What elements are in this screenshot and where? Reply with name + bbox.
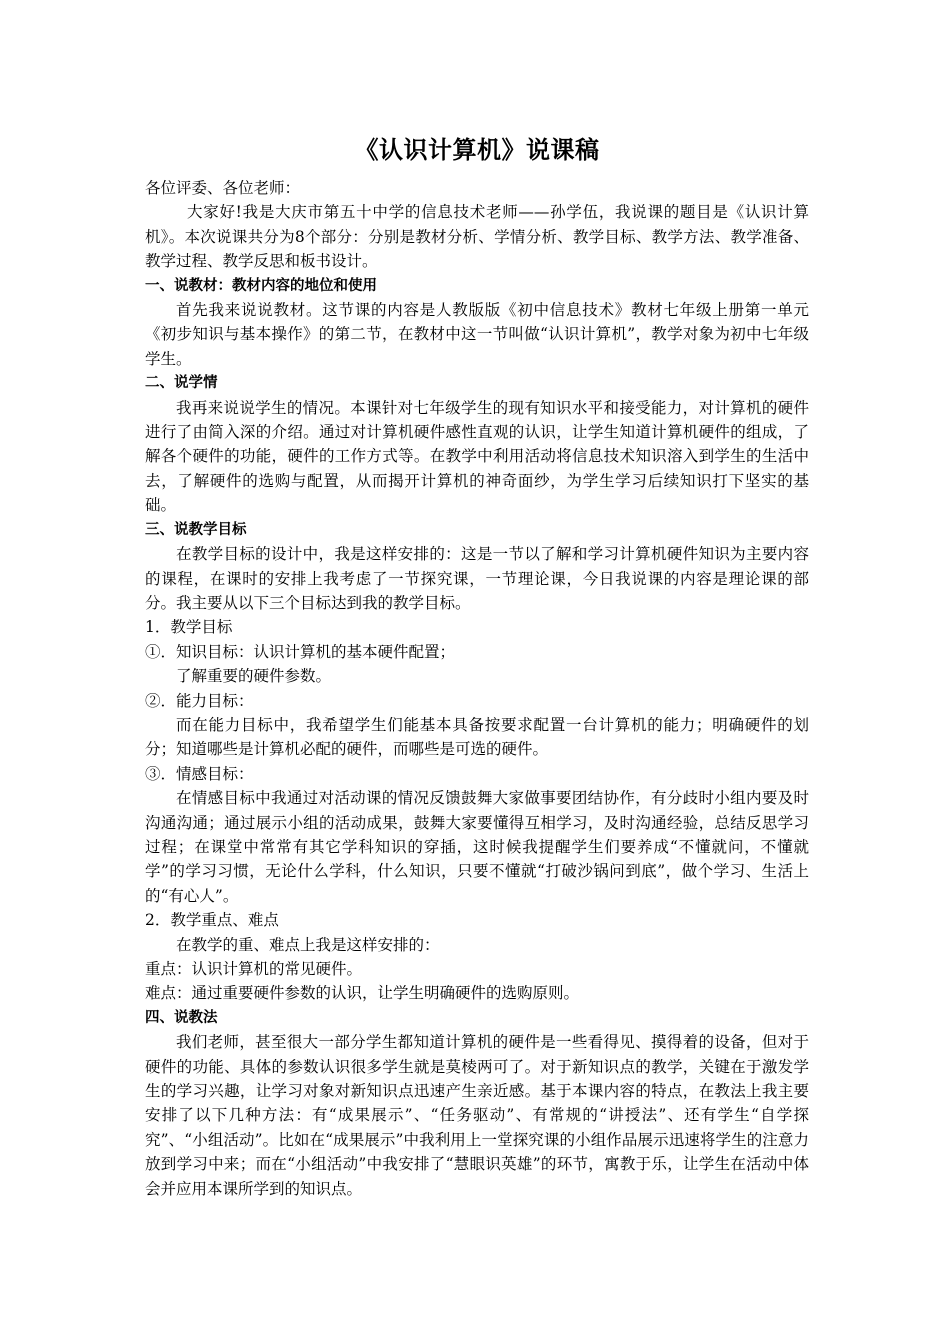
section-2-paragraph: 我再来说说学生的情况。本课针对七年级学生的现有知识水平和接受能力，对计算机的硬件进行了由简入深的介绍。通过对计算机硬件感性直观的认识，让学生知道计算机硬件的组成，了解各个硬件的功能，硬件的工作方式等。在教学中利用活动将信息技术知识溶入到学生的生活中去，了解硬件的选购与配置，从而揭开计算机的神奇面纱，为学生学习后续知识打下坚实的基础。 xyxy=(145,398,809,515)
key-point: 重点：认识计算机的常见硬件。 xyxy=(145,960,363,978)
goal-emotion: ③．情感目标： xyxy=(145,764,254,783)
document-body xyxy=(145,134,809,1201)
section-2-heading: 二、说学情 xyxy=(145,375,218,392)
goal-knowledge-continued: 了解重要的硬件参数。 xyxy=(176,667,332,686)
greeting: 各位评委、各位老师： xyxy=(145,179,301,197)
goal-ability: ②．能力目标： xyxy=(145,691,254,710)
subsection-teaching-goals: 1．教学目标 xyxy=(145,618,233,637)
section-1-heading: 一、说教材：教材内容的地位和使用 xyxy=(145,277,377,294)
difficult-point: 难点：通过重要硬件参数的认识，让学生明确硬件的选购原则。 xyxy=(145,984,580,1003)
goal-ability-paragraph: 而在能力目标中，我希望学生们能基本具备按要求配置一台计算机的能力；明确硬件的划分；知道哪些是计算机必配的硬件，而哪些是可选的硬件。 xyxy=(145,715,809,759)
section-1-paragraph: 首先我来说说教材。这节课的内容是人教版版《初中信息技术》教材七年级上册第一单元《初步知识与基本操作》的第二节，在教材中这一节叫做“认识计算机”，教学对象为初中七年级学生。 xyxy=(145,301,809,368)
section-3-heading: 三、说教学目标 xyxy=(145,521,247,538)
subsection-key-points: 2．教学重点、难点 xyxy=(145,911,279,930)
page-title: 《认识计算机》说课稿 xyxy=(354,135,600,164)
goal-emotion-paragraph: 在情感目标中我通过对活动课的情况反馈鼓舞大家做事要团结协作，有分歧时小组内要及时沟通沟通；通过展示小组的活动成果，鼓舞大家要懂得互相学习，及时沟通经验，总结反思学习过程；在课堂中常常有其它学科知识的穿插，这时候我提醒学生们要养成“不懂就问，不懂就学”的学习习惯，无论什么学科，什么知识，只要不懂就“打破沙锅问到底”，做个学习、生活上的“有心人”。 xyxy=(145,789,809,905)
key-points-intro: 在教学的重、难点上我是这样安排的： xyxy=(176,935,440,954)
section-3-paragraph: 在教学目标的设计中，我是这样安排的：这是一节以了解和学习计算机硬件知识为主要内容的课程，在课时的安排上我考虑了一节探究课，一节理论课，今日我说课的内容是理论课的部分。我主要从以下三个目标达到我的教学目标。 xyxy=(145,545,809,612)
section-4-heading: 四、说教法 xyxy=(145,1009,218,1026)
goal-knowledge: ①．知识目标：认识计算机的基本硬件配置； xyxy=(145,642,456,661)
intro-paragraph: 大家好!我是大庆市第五十中学的信息技术老师——孙学伍，我说课的题目是《认识计算机》。本次说课共分为8个部分：分别是教材分析、学情分析、教学目标、教学方法、教学准备、教学过程、教学反思和板书设计。 xyxy=(145,203,809,271)
section-4-paragraph: 我们老师，甚至很大一部分学生都知道计算机的硬件是一些看得见、摸得着的设备，但对于硬件的功能、具体的参数认识很多学生就是莫棱两可了。对于新知识点的教学，关键在于激发学生的学习兴趣，让学习对象对新知识点迅速产生亲近感。基于本课内容的特点，在教法上我主要安排了以下几种方法：有“成果展示”、“任务驱动”、有常规的“讲授法”、还有学生“自学探究”、“小组活动”。比如在“成果展示”中我利用上一堂探究课的小组作品展示迅速将学生的注意力放到学习中来；而在“小组活动”中我安排了“慧眼识英雄”的环节，寓教于乐，让学生在活动中体会并应用本课所学到的知识点。 xyxy=(145,1033,809,1198)
